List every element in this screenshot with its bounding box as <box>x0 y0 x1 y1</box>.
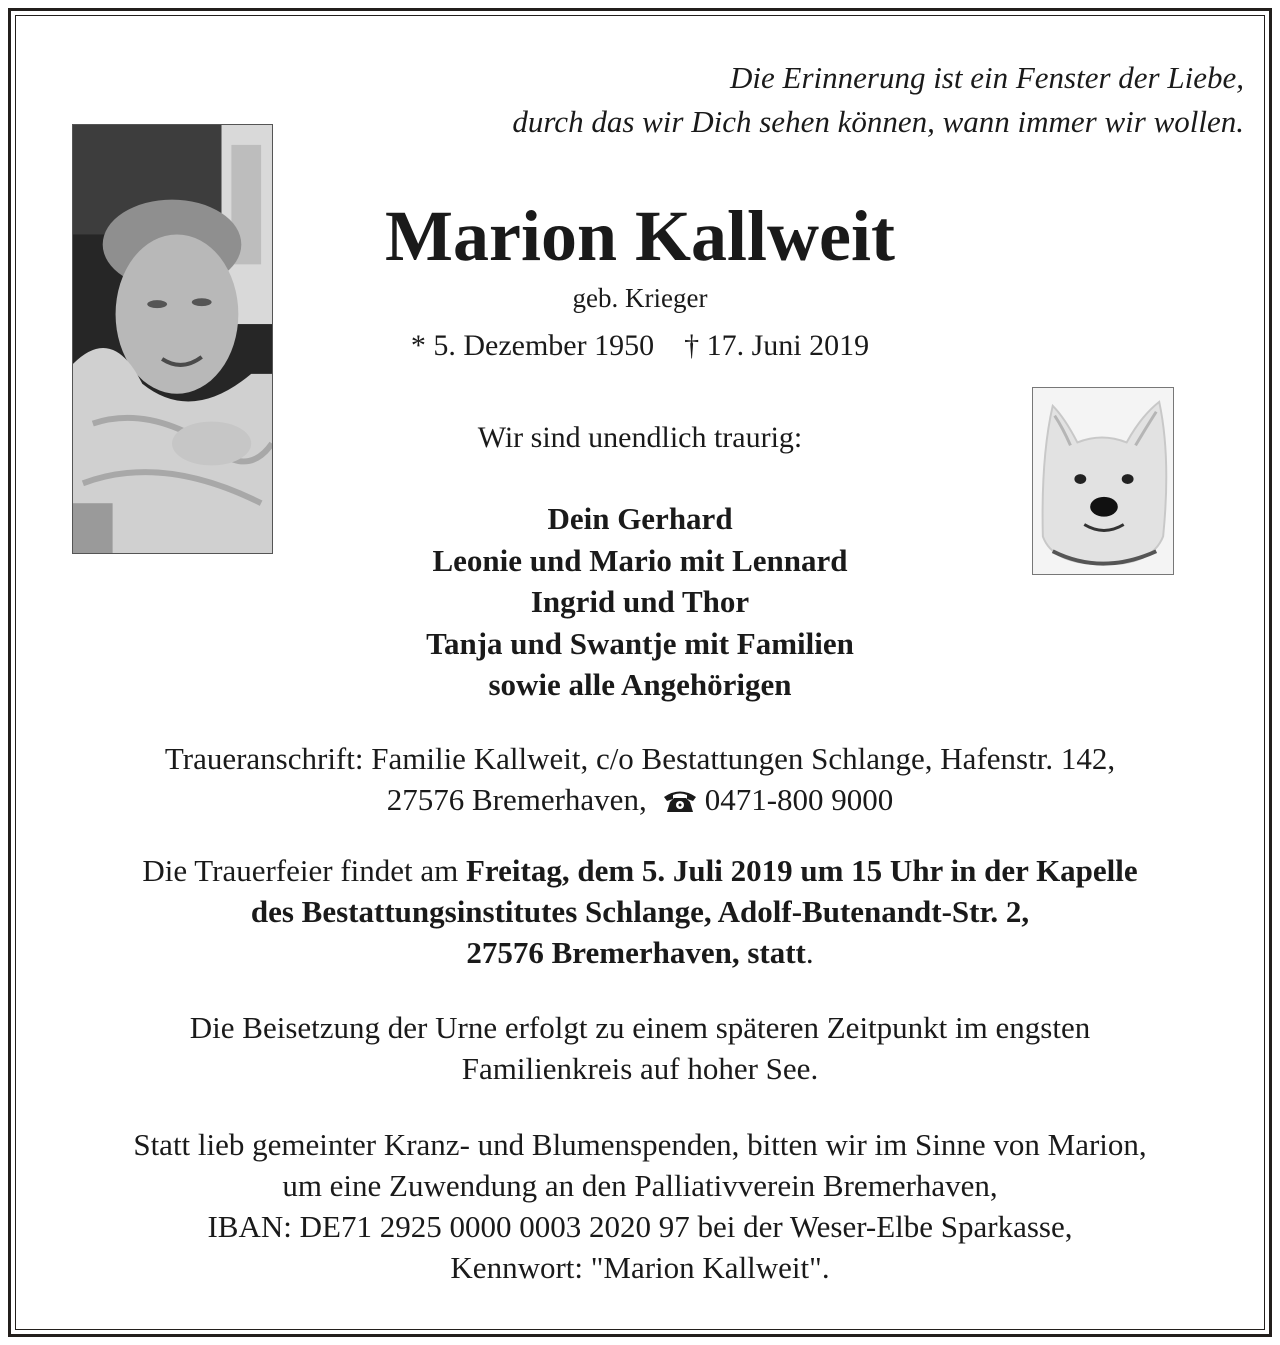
ceremony-suffix: . <box>805 935 814 970</box>
birth-name: geb. Krieger <box>572 283 708 313</box>
address-city: 27576 Bremerhaven, <box>386 782 647 817</box>
urn-burial-info <box>0 1007 1280 1089</box>
urn-line-1: Die Beisetzung der Urne erfolgt zu einem späteren Zeitpunkt im engsten <box>189 1010 1091 1045</box>
deceased-name: Marion Kallweit <box>385 196 895 276</box>
mourner-list <box>0 498 1280 706</box>
life-dates <box>0 326 1280 366</box>
ceremony-line-3 <box>0 932 1280 973</box>
donation-info <box>0 1124 1280 1288</box>
donation-line-1: Statt lieb gemeinter Kranz- und Blumenspenden, bitten wir im Sinne von Marion, <box>133 1127 1147 1162</box>
mourning-intro: Wir sind unendlich traurig: <box>477 421 803 454</box>
ceremony-city: 27576 Bremerhaven, statt <box>466 935 806 970</box>
urn-line-2: Familienkreis auf hoher See. <box>461 1051 819 1086</box>
phone-number: 0471-800 9000 <box>704 782 894 817</box>
memorial-quote <box>512 56 1244 144</box>
mourner: Leonie und Mario mit Lennard <box>432 542 848 578</box>
mourning-address <box>0 738 1280 824</box>
mourner: Dein Gerhard <box>547 501 733 536</box>
death-date: † 17. Juni 2019 <box>684 329 870 362</box>
donation-iban: IBAN: DE71 2925 0000 0003 2020 97 bei der Weser-Elbe Sparkasse, <box>207 1209 1073 1244</box>
ceremony-date: Freitag, dem 5. Juli 2019 um 15 Uhr in der Kapelle <box>466 853 1138 888</box>
telephone-icon <box>661 783 699 824</box>
quote-line-2: durch das wir Dich sehen können, wann immer wir wollen. <box>512 104 1244 139</box>
birth-date: * 5. Dezember 1950 <box>410 329 655 362</box>
quote-line-1: Die Erinnerung ist ein Fenster der Liebe, <box>730 60 1244 95</box>
ceremony-prefix: Die Trauerfeier findet am <box>142 853 466 888</box>
donation-line-2: um eine Zuwendung an den Palliativverein Bremerhaven, <box>282 1168 998 1203</box>
ceremony-location: des Bestattungsinstitutes Schlange, Adolf-Butenandt-Str. 2, <box>250 894 1030 929</box>
ceremony-info <box>0 850 1280 973</box>
address-line: Traueranschrift: Familie Kallweit, c/o Bestattungen Schlange, Hafenstr. 142, <box>164 741 1116 776</box>
donation-keyword: Kennwort: "Marion Kallweit". <box>450 1250 830 1285</box>
address-city-phone <box>0 779 1280 824</box>
mourner: Tanja und Swantje mit Familien <box>426 625 854 661</box>
ceremony-line-1 <box>0 850 1280 891</box>
mourner: Ingrid und Thor <box>530 584 750 619</box>
mourner: sowie alle Angehörigen <box>488 667 792 702</box>
